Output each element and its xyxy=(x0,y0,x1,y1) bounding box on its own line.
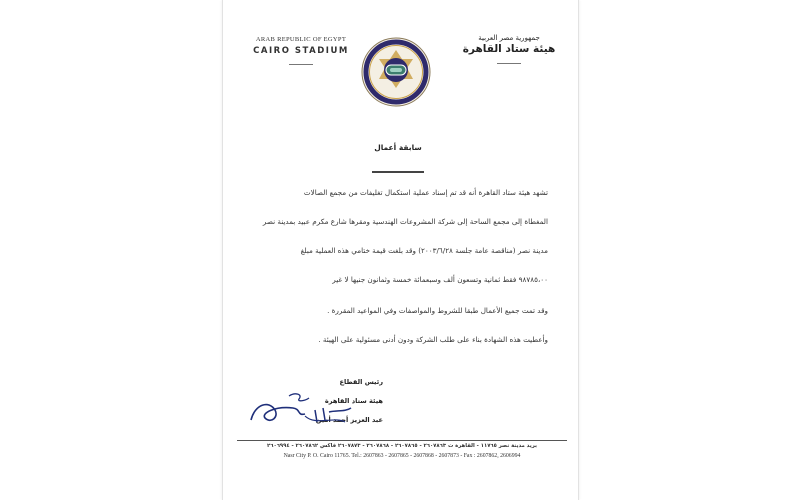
signatory-name: عبد العزيز أحمد أمين xyxy=(315,416,383,424)
footer-address-english: Nasr City P. O. Cairo 11765. Tel.: 2607863 - 2607865 - 2607868 - 2607873 - Fax : 2607862, 2606994 xyxy=(283,453,521,459)
letterhead-divider-right xyxy=(497,63,521,64)
letterhead-divider-left xyxy=(289,64,313,65)
title-underline xyxy=(372,171,424,173)
country-name-arabic: جمهورية مصر العربية xyxy=(478,34,540,42)
organization-name-arabic: هيئة ستاد القاهرة xyxy=(462,43,556,55)
footer-address-arabic: بريد مدينة نصر ١١٧٦٥ - القاهرة ت ٢٦٠٧٨٦٣ - ٢٦٠٧٨٦٥ - ٢٦٠٧٨٦٨ - ٢٦٠٧٨٧٣ فاكس ٢٦٠٧٨٦٢ - ٢٦٠٦٩٩٤ xyxy=(267,443,537,449)
signatory-organization: هيئة ستاد القاهرة xyxy=(324,397,383,405)
document-title: سابقة أعمال xyxy=(374,143,422,152)
body-line: وقد تمت جميع الأعمال طبقا للشروط والمواصفات وفي المواعيد المقررة . xyxy=(327,306,548,315)
handwritten-signature xyxy=(245,386,375,436)
letterhead-arabic xyxy=(454,34,564,64)
body-line: ٩٨٧٨٥،٠٠ فقط ثمانية وتسعون ألف وسبعمائة خمسة وثمانون جنيها لا غير xyxy=(332,275,548,284)
signatory-title: رئيس القطاع xyxy=(339,378,383,386)
organization-name-english: CAIRO STADIUM xyxy=(253,46,349,56)
country-name-english: ARAB REPUBLIC OF EGYPT xyxy=(255,36,347,43)
seal-graphic xyxy=(361,37,431,107)
body-line: المغطاة إلى مجمع الساحة إلى شركة المشروعات الهندسية ومقرها شارع مكرم عبيد بمدينة نصر xyxy=(262,217,548,226)
letterhead-english xyxy=(241,36,361,65)
body-line: مدينة نصر (مناقصة عامة جلسة ٢٠٠٣/٦/٢٨) وقد بلغت قيمة ختامي هذه العملية مبلغ xyxy=(300,246,548,255)
body-line: تشهد هيئة ستاد القاهرة أنه قد تم إسناد عملية استكمال تغليفات من مجمع الصالات xyxy=(303,188,548,197)
letter-page xyxy=(222,0,579,500)
body-line: وأعطيت هذه الشهادة بناء على طلب الشركة ودون أدنى مسئولية على الهيئة . xyxy=(318,335,548,344)
footer-divider xyxy=(237,440,567,441)
cairo-stadium-seal xyxy=(361,37,431,107)
